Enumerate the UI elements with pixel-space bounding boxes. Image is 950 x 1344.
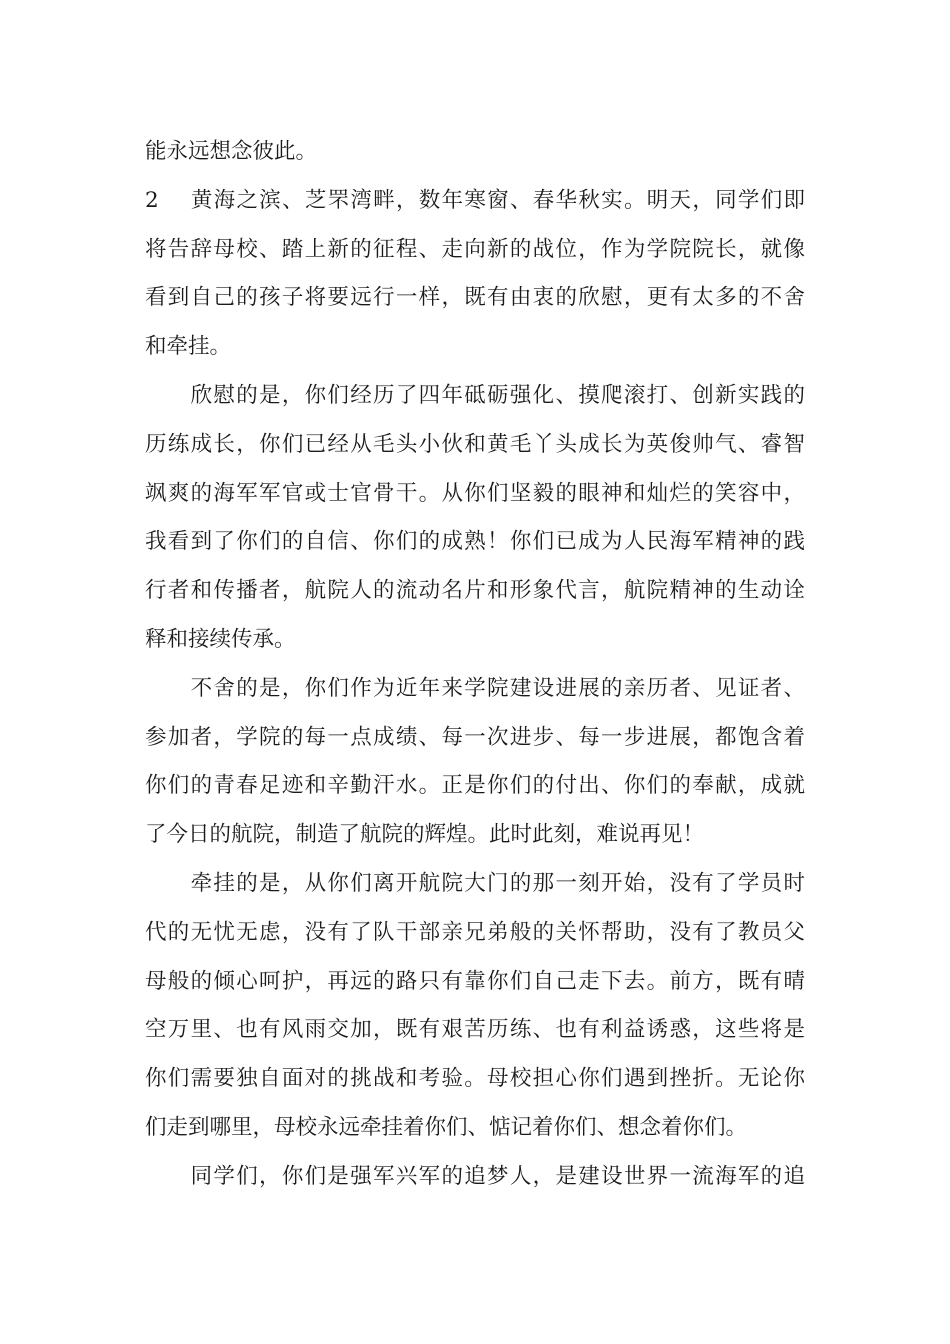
text-line: 看到自己的孩子将要远行一样，既有由衷的欣慰，更有太多的不舍 bbox=[145, 285, 805, 311]
text-line: 你们需要独自面对的挑战和考验。母校担心你们遇到挫折。无论你 bbox=[145, 1066, 805, 1092]
paragraph bbox=[145, 665, 805, 860]
text-line: 你们的青春足迹和辛勤汗水。正是你们的付出、你们的奉献，成就 bbox=[145, 773, 805, 799]
paragraph bbox=[145, 128, 805, 177]
text-line: 和牵挂。 bbox=[145, 334, 232, 360]
paragraph bbox=[145, 860, 805, 1153]
document-body bbox=[145, 128, 805, 1202]
text-line: 参加者，学院的每一点成绩、每一次进步、每一步进展，都饱含着 bbox=[145, 724, 805, 750]
paragraph bbox=[145, 1153, 805, 1202]
text-line: 不舍的是，你们作为近年来学院建设进展的亲历者、见证者、 bbox=[145, 675, 805, 701]
text-line: 2 黄海之滨、芝罘湾畔，数年寒窗、春华秋实。明天，同学们即 bbox=[145, 187, 805, 213]
text-line: 释和接续传承。 bbox=[145, 626, 296, 652]
text-line: 了今日的航院，制造了航院的辉煌。此时此刻，难说再见！ bbox=[145, 822, 705, 848]
text-line: 同学们，你们是强军兴军的追梦人，是建设世界一流海军的追 bbox=[145, 1163, 805, 1189]
text-line: 母般的倾心呵护，再远的路只有靠你们自己走下去。前方，既有晴 bbox=[145, 968, 805, 994]
text-line: 空万里、也有风雨交加，既有艰苦历练、也有利益诱惑，这些将是 bbox=[145, 1017, 805, 1043]
paragraph bbox=[145, 372, 805, 665]
text-line: 将告辞母校、踏上新的征程、走向新的战位，作为学院院长，就像 bbox=[145, 236, 805, 262]
text-line: 行者和传播者，航院人的流动名片和形象代言，航院精神的生动诠 bbox=[145, 578, 805, 604]
paragraph bbox=[145, 177, 805, 372]
text-line: 欣慰的是，你们经历了四年砥砺强化、摸爬滚打、创新实践的 bbox=[145, 382, 805, 408]
text-line: 牵挂的是，从你们离开航院大门的那一刻开始，没有了学员时 bbox=[145, 870, 805, 896]
text-line: 历练成长，你们已经从毛头小伙和黄毛丫头成长为英俊帅气、睿智 bbox=[145, 431, 805, 457]
text-line: 我看到了你们的自信、你们的成熟！你们已成为人民海军精神的践 bbox=[145, 529, 805, 555]
text-line: 飒爽的海军军官或士官骨干。从你们坚毅的眼神和灿烂的笑容中， bbox=[145, 480, 805, 506]
text-line: 能永远想念彼此。 bbox=[145, 139, 318, 164]
text-line: 们走到哪里，母校永远牵挂着你们、惦记着你们、想念着你们。 bbox=[145, 1114, 748, 1140]
text-line: 代的无忧无虑，没有了队干部亲兄弟般的关怀帮助，没有了教员父 bbox=[145, 919, 805, 945]
